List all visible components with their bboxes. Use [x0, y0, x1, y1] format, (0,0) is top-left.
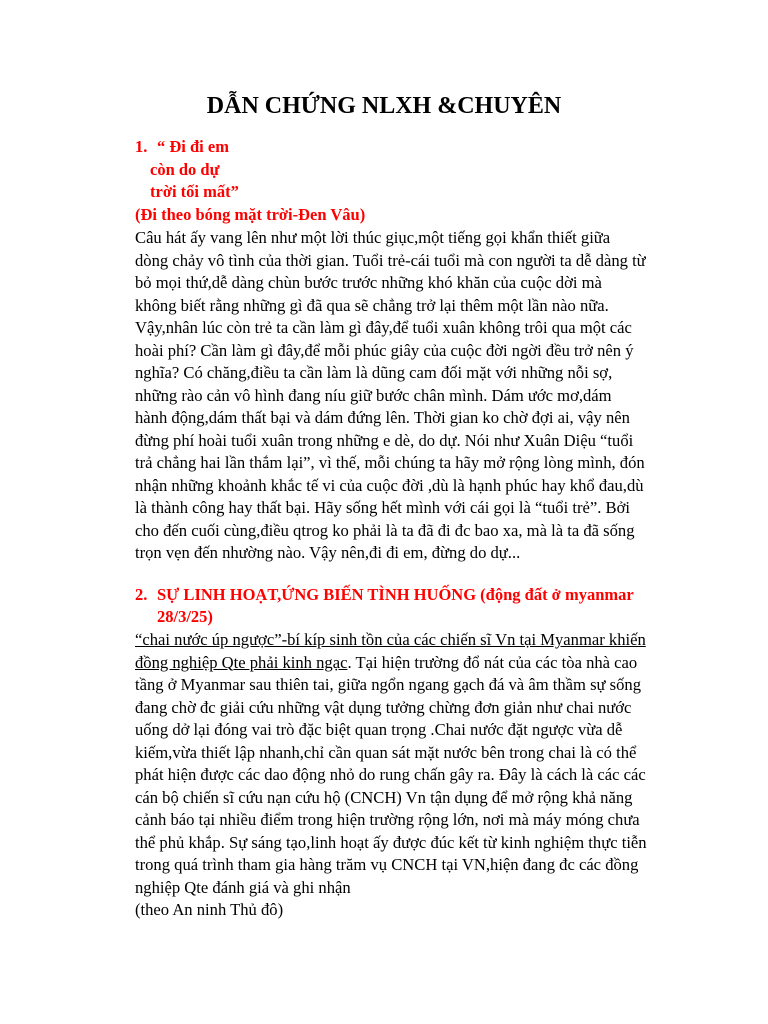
- section2-heading-line-2: 28/3/25): [157, 607, 213, 626]
- section2-body-line: phát hiện được các dao động nhỏ do rung chấn gây ra. Đây là cách là các các: [135, 765, 646, 784]
- section1-body-line: hành động,dám thất bại và dám đứng lên. Thời gian ko chờ đợi ai, vậy nên: [135, 408, 630, 427]
- section2-number: 2.: [135, 585, 148, 604]
- section1-quote-line-3: trời tối mất”: [150, 182, 239, 201]
- section2-body-line: cảnh báo tại nhiều điểm trong hiện trường rộng lớn, nơi mà máy móng chưa: [135, 810, 640, 829]
- section1-body-line: những rào cản vô hình đang níu giữ bước chân mình. Dám ước mơ,dám: [135, 385, 612, 405]
- section2-body-line: nghiệp Qte đánh giá và ghi nhận: [135, 877, 351, 897]
- section2-body-line: kiếm,vừa thiết lập nhanh,chỉ cần quan sát mặt nước bên trong chai là có thể: [135, 742, 637, 762]
- section1-body-line: hoài phí? Cần làm gì đây,để mỗi phúc giây của cuộc đời ngời đều trở nên ý: [135, 340, 634, 360]
- section1-body-line: Vậy,nhân lúc còn trẻ ta cần làm gì đây,để tuổi xuân không trôi qua một các: [135, 318, 632, 337]
- section1-body-line: trọn vẹn đến nhường nào. Vậy nên,đi đi em, đừng do dự...: [135, 543, 521, 562]
- section1-body-line: trả chẳng hai lần thắm lại”, vì thế, mỗi chúng ta hãy mở rộng lòng mình, đón: [135, 453, 645, 472]
- section2-body-line: đang chờ đc giải cứu những vật dụng tưởng chừng đơn giản như chai nước: [135, 697, 632, 717]
- section1-body-line: không biết rằng những gì đã qua sẽ chẳng trở lại thêm một lần nào nữa.: [135, 295, 609, 315]
- section2-source: (theo An ninh Thủ đô): [135, 900, 284, 919]
- section2-heading-text-1: SỰ LINH HOẠT,ỨNG BIẾN TÌNH HUỐNG (động đất ở myanmar: [157, 585, 634, 604]
- section1-body-line: dòng chảy vô tình của thời gian. Tuổi trẻ-cái tuổi mà con người ta dễ dàng từ: [135, 250, 646, 270]
- section1-body-line: nghĩa? Có chăng,điều ta cần làm là dũng cam đối mặt với những nỗi sợ,: [135, 363, 613, 382]
- section1-body-line: đừng phí hoài tuổi xuân trong những e dè, do dự. Nói như Xuân Diệu “tuổi: [135, 430, 634, 450]
- section1-quote-text-1: “ Đi đi em: [157, 137, 229, 156]
- section1-body-line: cho đến cuối cùng,điều qtrog ko phải là ta đã đi đc bao xa, mà là ta đã sống: [135, 520, 635, 540]
- section1-body: [135, 227, 685, 565]
- section2-body-line: uống dở lại đóng vai trò đặc biệt quan trọng .Chai nước đặt ngược vừa dễ: [135, 720, 623, 739]
- section2-body-line: tầng ở Myanmar sau thiên tai, giữa ngổn ngang gạch đá và âm thầm sự sống: [135, 675, 642, 694]
- section2-body-line-mixed: [135, 652, 685, 675]
- section1-number: 1.: [135, 137, 148, 156]
- page-title: DẪN CHỨNG NLXH &CHUYÊN: [206, 93, 562, 119]
- section2-heading-line-1: [135, 584, 634, 606]
- section2-underlined-line-1: “chai nước úp ngược”-bí kíp sinh tồn của các chiến sĩ Vn tại Myanmar khiến: [135, 630, 646, 649]
- section1-body-line: Câu hát ấy vang lên như một lời thúc giục,một tiếng gọi khẩn thiết giữa: [135, 228, 611, 247]
- section1-body-line: bỏ mọi thứ,dễ dàng chùn bước trước những khó khăn của cuộc dời mà: [135, 273, 602, 292]
- section2-underlined-line-2: đồng nghiệp Qte phải kinh ngạc: [135, 652, 348, 672]
- section2-body-line: thể phủ khắp. Sự sáng tạo,linh hoạt ấy được đúc kết từ kinh nghiệm thực tiễn: [135, 832, 647, 852]
- section2-body-line: trong quá trình tham gia hàng trăm vụ CNCH tại VN,hiện đang đc các đồng: [135, 855, 639, 874]
- section1-body-line: là thành công hay thất bại. Hãy sống hết mình với cái gọi là “tuổi trẻ”. Bởi: [135, 498, 630, 517]
- section2-body: [135, 629, 685, 922]
- section2-body-line: cán bộ chiến sĩ cứu nạn cứu hộ (CNCH) Vn tận dụng để mở rộng khả năng: [135, 787, 633, 807]
- section1-source: (Đi theo bóng mặt trời-Đen Vâu): [135, 205, 366, 224]
- section1-quote-line-1: [135, 136, 229, 158]
- section1-quote-line-2: còn do dự: [150, 160, 220, 179]
- section2-line2-rest: . Tại hiện trường đổ nát của các tòa nhà cao: [347, 652, 638, 672]
- section1-body-line: nhận những khoảnh khắc tế vi của cuộc đời ,dù là hạnh phúc hay khổ đau,dù: [135, 475, 644, 495]
